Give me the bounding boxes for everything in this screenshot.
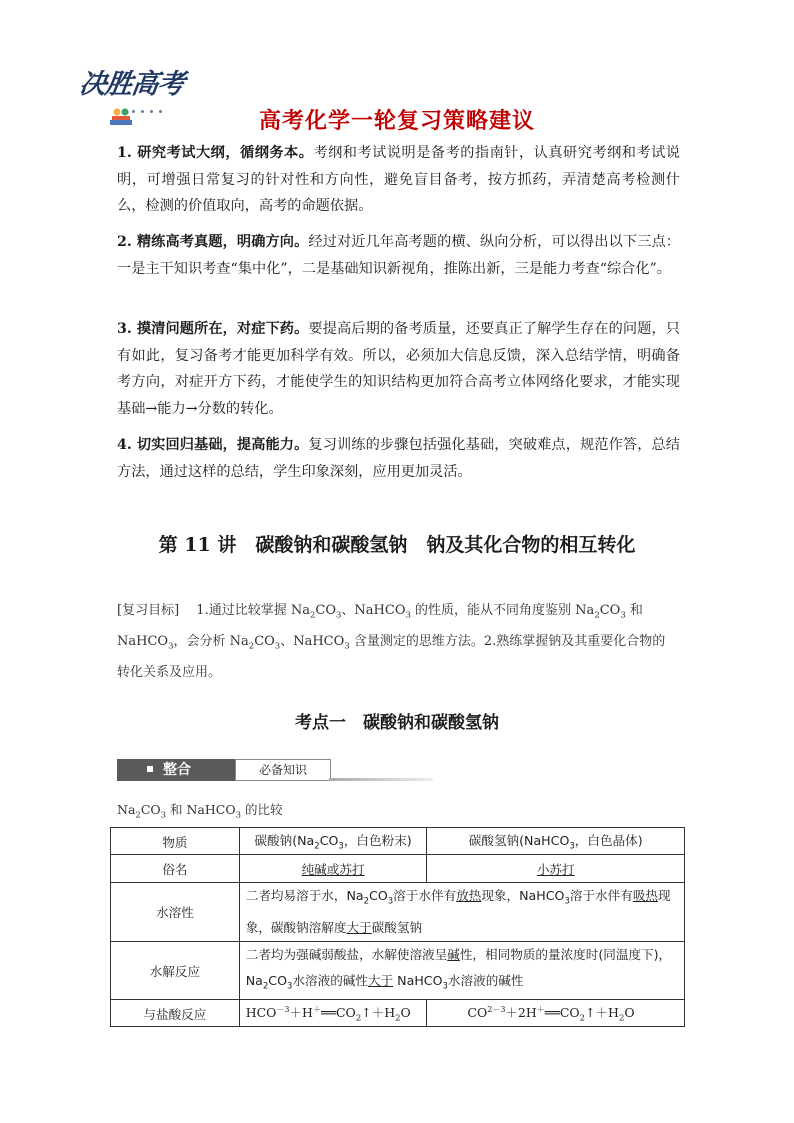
superscript: －3	[276, 1004, 290, 1014]
cell-text: 性，相同物质的量浓度时(同温度下)，Na	[245, 946, 672, 988]
review-text: 转化关系及应用。	[117, 665, 222, 681]
banner-divider	[329, 778, 433, 781]
caption-text: Na	[117, 802, 136, 817]
strategy-3-body: 要提高后期的备考质量，还要真正了解学生存在的问题，只有如此，复习备考才能更加科学有效。所以，必须加大信息反馈，深入总结学情，明确备考方向，对症开方下药，才能使学生的知识结构更加符合高考立体网络化要求，才能实现基础→能力→分数的转化。	[117, 321, 680, 417]
subscript: 3	[338, 841, 344, 852]
cell-text: 大于	[367, 972, 394, 988]
cell-text: 现象，碳酸钠溶解度	[245, 888, 671, 935]
formula-text: HCO	[245, 1004, 277, 1020]
subscript: 3	[620, 610, 626, 621]
formula-text: ↑＋H	[361, 1004, 396, 1020]
table-cell	[239, 855, 427, 883]
header-cell: 物质	[111, 828, 240, 855]
cell-text: 水溶液的碱性	[447, 972, 524, 988]
review-text: CO	[315, 603, 336, 618]
table-row	[111, 883, 685, 942]
subscript: 3	[442, 981, 448, 992]
cell-text: 放热	[456, 888, 482, 903]
review-text: 的性质，能从不同角度鉴别 Na	[410, 603, 595, 618]
table-row	[111, 828, 685, 855]
table-cell	[427, 855, 685, 883]
caption-text: 和 NaHCO	[166, 802, 236, 817]
subscript: 2	[314, 841, 320, 852]
cell-text: 水溶液的碱性	[292, 972, 368, 988]
formula-text: ＋2H	[505, 1004, 537, 1020]
cell-text: 纯碱或苏打	[301, 862, 365, 877]
strategy-4-head: 4. 切实回归基础，提高能力。	[117, 437, 309, 453]
strategy-1-body: 考纲和考试说明是备考的指南针，认真研究考纲和考试说明，可增强日常复习的针对性和方向性，避免盲目备考，按方抓药，弄清楚高考检测什么，检测的价值取向，高考的命题依据。	[117, 145, 680, 214]
formula-text: ══CO	[544, 1004, 580, 1020]
cell-text: 碱	[447, 946, 460, 962]
strategy-2-body: 经过对近几年高考题的横、纵向分析，可以得出以下三点：一是主干知识考查“集中化”，二是基础知识新视角，推陈出新，三是能力考查“综合化”。	[117, 234, 680, 277]
formula-text: ↑＋H	[585, 1004, 619, 1020]
row-label: 水溶性	[111, 883, 240, 942]
table-row	[111, 1000, 685, 1027]
document-title: 高考化学一轮复习策略建议	[258, 109, 535, 134]
subscript: 2	[262, 981, 269, 992]
strategy-4-body: 复习训练的步骤包括强化基础，突破难点，规范作答，总结方法，通过这样的总结，学生印象深刻，应用更加灵活。	[117, 437, 680, 480]
cell-text: ，白色粉末)	[343, 833, 412, 849]
strategy-2-head: 2. 精练高考真题，明确方向。	[117, 234, 309, 250]
review-text: ，会分析 Na	[173, 634, 249, 650]
superscript: ＋	[312, 1004, 321, 1014]
strategy-4	[117, 432, 680, 485]
table-row	[111, 941, 685, 1000]
cell-text: CO	[268, 972, 287, 988]
strategy-2	[117, 229, 680, 282]
subscript: 3	[336, 610, 342, 621]
review-text: CO	[254, 634, 275, 650]
formula-cell	[239, 1000, 427, 1027]
review-label: [复习目标]	[117, 603, 180, 618]
banner-main-label: 整合	[163, 762, 191, 778]
cell-text: 现象，NaHCO	[481, 888, 565, 903]
cell-text: 二者均易溶于水，Na	[245, 888, 364, 903]
subscript: 2	[355, 1013, 362, 1024]
section-heading: 考点一 碳酸钠和碳酸氢钠	[295, 713, 499, 733]
cell-text: 二者均为强碱弱酸盐，水解使溶液呈	[245, 946, 448, 962]
subscript: 3	[168, 641, 174, 652]
review-text: 、NaHCO	[280, 634, 345, 650]
cell-text: CO	[319, 833, 339, 849]
row-label: 水解反应	[111, 941, 240, 1000]
superscript: 2－3	[487, 1004, 506, 1014]
subscript: 2	[248, 641, 255, 652]
subscript: 3	[344, 641, 350, 652]
subscript: 2	[594, 610, 600, 621]
cell-text: 碳酸氢钠(NaHCO	[468, 833, 570, 849]
cell-text: 溶于水伴有	[393, 888, 457, 903]
comparison-table	[110, 827, 685, 1027]
banner-tag: 必备知识	[235, 759, 331, 781]
subscript: 3	[569, 841, 575, 852]
cell-text: 溶于水伴有	[569, 888, 633, 903]
review-text: 、NaHCO	[341, 603, 406, 618]
cell-text: 吸热	[632, 888, 659, 903]
strategy-3	[117, 316, 680, 422]
table-cell	[239, 883, 684, 942]
caption-text: 的比较	[241, 802, 283, 817]
subscript: 3	[274, 641, 281, 652]
subscript: 2	[135, 810, 141, 821]
strategy-1	[117, 140, 680, 220]
subscript: 2	[395, 1013, 401, 1024]
header-cell	[239, 828, 427, 855]
logo-text: 决胜高考	[77, 69, 186, 100]
cell-text: NaHCO	[393, 972, 443, 988]
review-goals	[117, 598, 680, 687]
review-text: 1.通过比较掌握 Na	[196, 603, 310, 618]
formula-text: ══CO	[320, 1004, 356, 1020]
caption-text: CO	[140, 802, 161, 817]
subscript: 3	[564, 896, 570, 907]
subscript: 2	[618, 1013, 625, 1024]
lecture-title: 第 11 讲 碳酸钠和碳酸氢钠 钠及其化合物的相互转化	[158, 534, 636, 556]
formula-text: O	[624, 1004, 635, 1020]
cell-text: 小苏打	[536, 862, 575, 877]
strategy-1-head: 1. 研究考试大纲，循纲务本。	[117, 145, 314, 161]
cell-text: 大于	[346, 919, 372, 935]
row-label: 俗名	[111, 855, 240, 883]
subscript: 2	[309, 610, 316, 621]
cell-text: 碳酸氢钠	[371, 919, 423, 935]
formula-text: O	[400, 1004, 411, 1020]
banner-main	[117, 759, 235, 781]
header-cell	[427, 828, 685, 855]
strategy-3-head: 3. 摸清问题所在，对症下药。	[117, 321, 309, 337]
logo-dots	[114, 98, 174, 100]
subscript: 3	[235, 810, 242, 821]
review-text: NaHCO	[117, 634, 169, 650]
formula-text: CO	[467, 1004, 488, 1020]
subscript: 2	[363, 896, 370, 907]
formula-text: ＋H	[289, 1004, 313, 1020]
cell-text: ，白色晶体)	[574, 833, 643, 849]
table-caption	[117, 800, 283, 821]
superscript: ＋	[536, 1004, 545, 1014]
cell-text: CO	[369, 888, 388, 903]
square-bullet-icon	[147, 766, 153, 772]
table-row	[111, 855, 685, 883]
subscript: 3	[287, 981, 293, 992]
cell-text: 碳酸钠(Na	[254, 833, 315, 849]
subscript: 3	[405, 610, 411, 621]
subscript: 3	[387, 896, 394, 907]
formula-cell	[427, 1000, 685, 1027]
review-text: CO	[599, 603, 621, 618]
row-label: 与盐酸反应	[111, 1000, 240, 1027]
review-text: 含量测定的思维方法。2.熟练掌握钠及其重要化合物的	[349, 634, 666, 650]
review-text: 和	[625, 603, 643, 618]
subscript: 2	[579, 1013, 586, 1024]
section-banner	[117, 759, 433, 781]
subscript: 3	[160, 810, 167, 821]
table-cell	[239, 941, 684, 1000]
